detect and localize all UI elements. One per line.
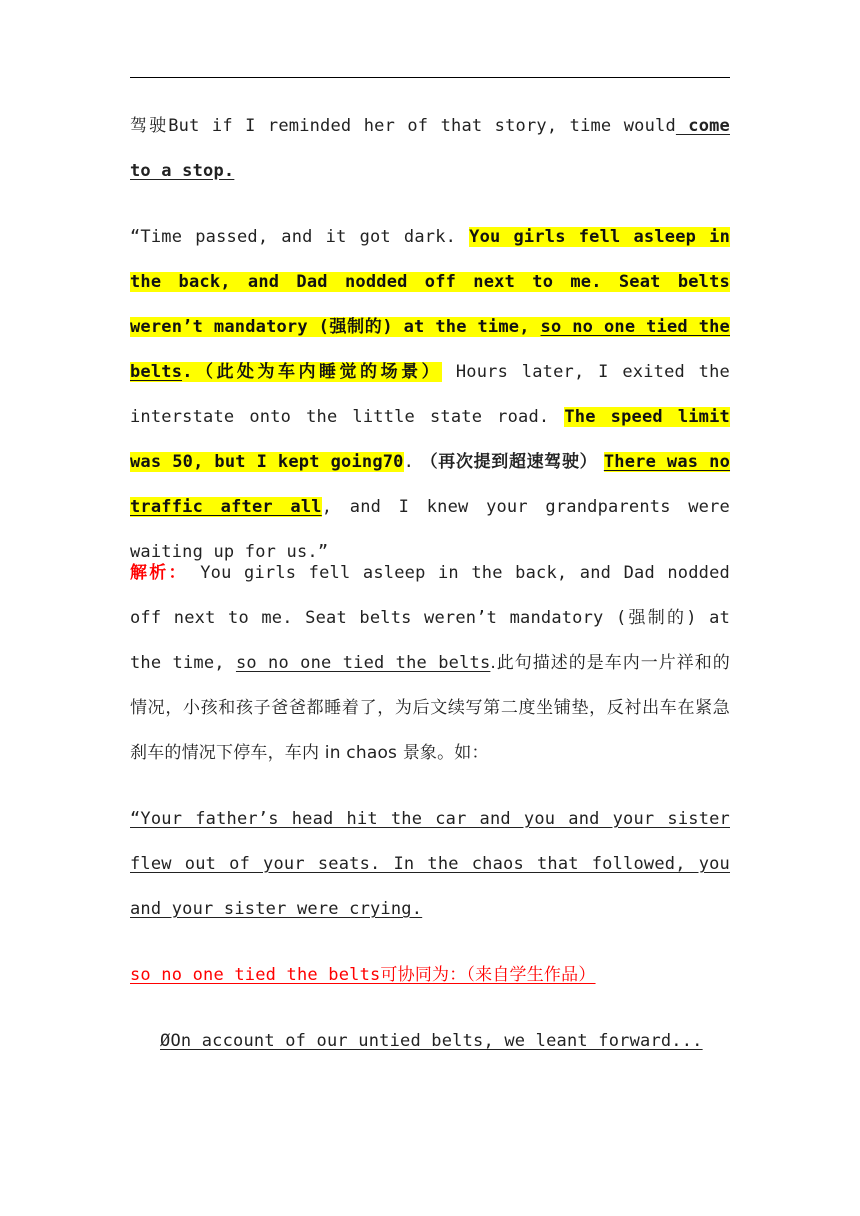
paragraph-3-analysis xyxy=(130,551,730,776)
paragraph-6-bullet xyxy=(160,1019,730,1064)
paragraph-1 xyxy=(130,104,730,194)
p2-highlight-3: There was no traffic after all xyxy=(130,452,731,517)
paragraph-4-example xyxy=(130,797,730,932)
p6-text: On account of our untied belts, we leant forward... xyxy=(170,1031,703,1051)
p2-highlight-1: You girls fell asleep in the back, and Dad nodded off next to me. Seat belts weren’t mandatory (强制的) at the time, xyxy=(130,227,731,337)
p2-mid: Hours later, I exited the interstate onto the little state road. xyxy=(130,362,730,427)
bullet-marker: Ø xyxy=(160,1031,171,1051)
p3-text-1: You girls fell asleep in the back, and Dad nodded off next to me. Seat belts weren’t mandatory (强制的) at the time, xyxy=(130,563,730,673)
p1-answer: come to a stop. xyxy=(130,116,730,181)
p3-text-2: .此句描述的是车内一片祥和的情况，小孩和孩子爸爸都睡着了，为后文续写第二度坐铺垫，反衬出车在紧急刹车的情况下停车，车内 in chaos 景象。如： xyxy=(130,653,730,763)
paragraph-2 xyxy=(130,215,730,575)
p2-highlight-2-end: . xyxy=(403,452,415,472)
p2-highlight-1-underlined: so no one tied the belts xyxy=(130,317,730,382)
header-rule xyxy=(130,77,730,78)
p4-example: “Your father’s head hit the car and you and your sister flew out of your seats. In the chaos that followed, you and your sister were crying. xyxy=(130,809,730,919)
p2-note-2: （再次提到超速驾驶） xyxy=(414,452,604,472)
p2-highlight-1-end: . xyxy=(182,362,193,382)
p2-note-1: （此处为车内睡觉的场景） xyxy=(192,362,443,382)
analysis-label: 解析： xyxy=(130,563,188,583)
paragraph-5-heading xyxy=(130,953,730,998)
p2-highlight-2: The speed limit was 50, but I kept going70 xyxy=(130,407,730,472)
p5-heading: so no one tied the belts可协同为：（来自学生作品） xyxy=(130,965,596,985)
p1-lead: 驾驶But if I reminded her of that story, time would xyxy=(130,116,676,136)
p2-tail: , and I knew your grandparents were waiting up for us.” xyxy=(130,497,730,562)
p3-underlined: so no one tied the belts xyxy=(235,653,491,673)
p2-quote-open: “Time passed, and it got dark. xyxy=(130,227,470,247)
